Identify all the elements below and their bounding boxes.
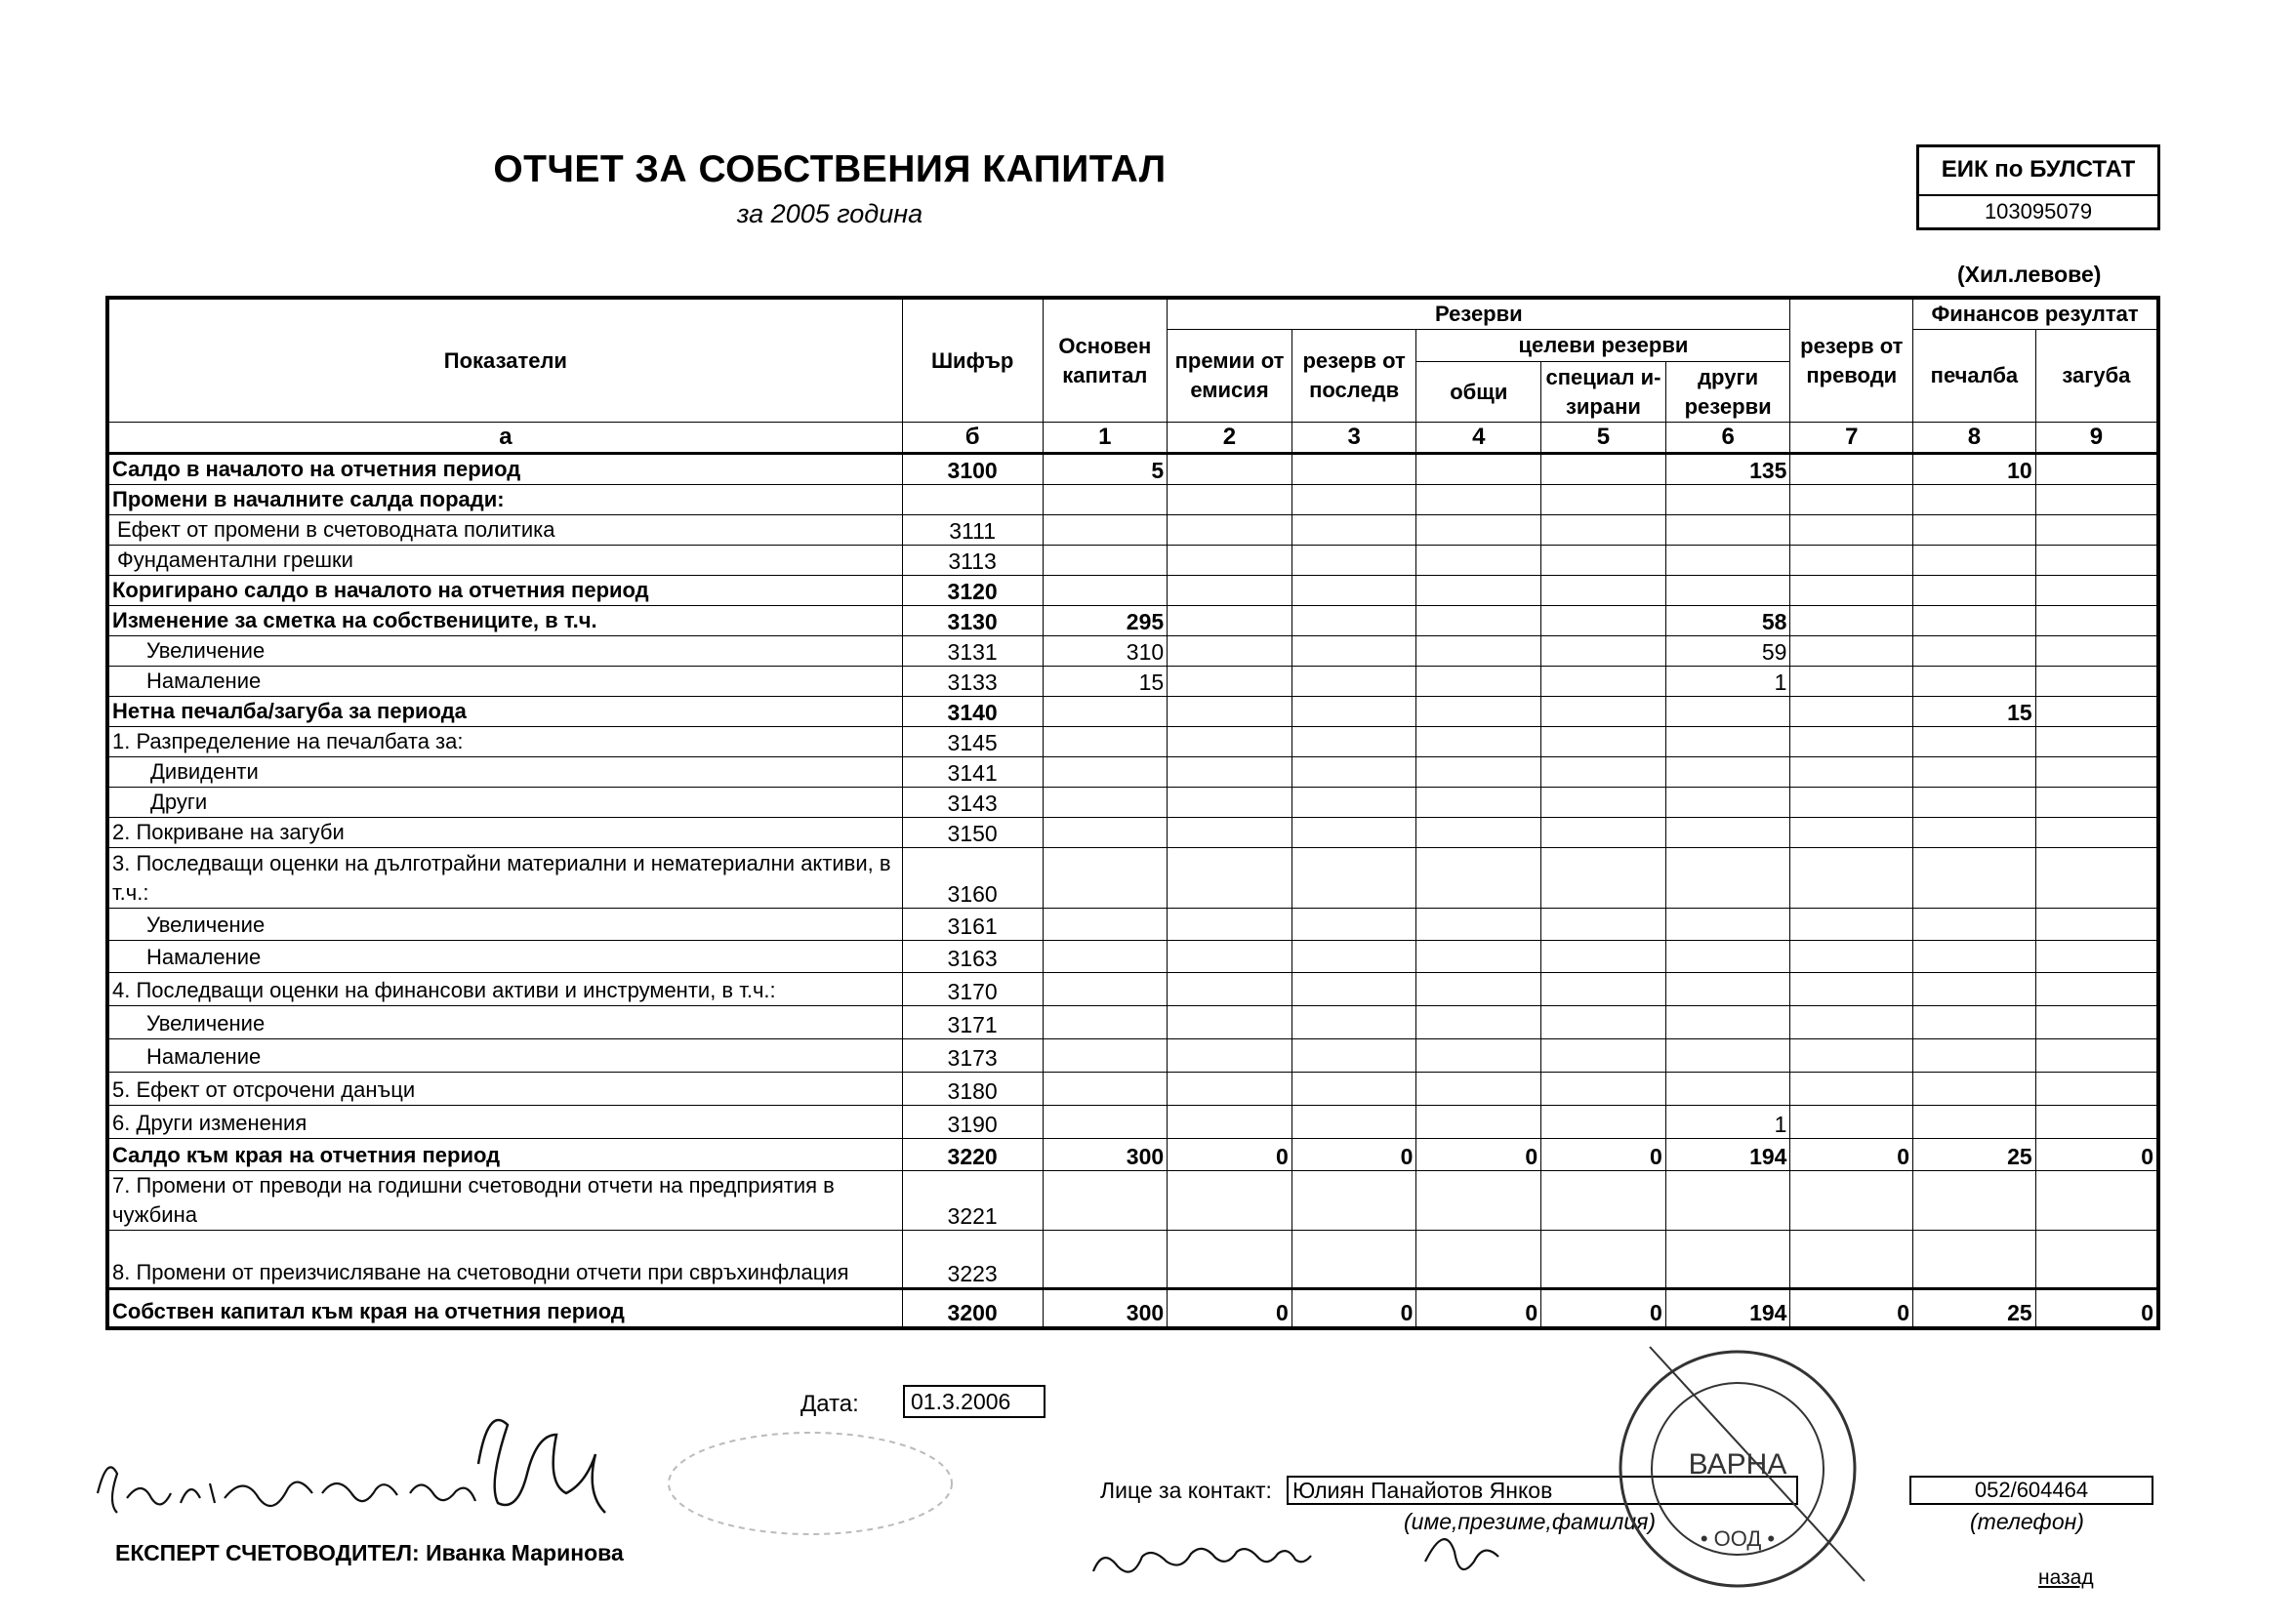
value-cell: 15 [1043, 667, 1168, 697]
value-cell: 300 [1043, 1289, 1168, 1328]
value-cell: 10 [1913, 454, 2036, 485]
row-code: 3200 [902, 1289, 1043, 1328]
row-label: Нетна печалба/загуба за периода [107, 697, 902, 727]
row-label: 5. Ефект от отсрочени данъци [107, 1073, 902, 1106]
index-cell: 2 [1168, 423, 1292, 454]
header-general: общи [1416, 362, 1541, 423]
row-code: 3130 [902, 606, 1043, 636]
row-code: 3111 [902, 515, 1043, 546]
row-label: 7. Промени от преводи на годишни счетоводни отчети на предприятия в чужбина [107, 1171, 902, 1231]
stamp-city: ВАРНА [1688, 1448, 1787, 1481]
row-code: 3161 [902, 909, 1043, 941]
index-cell: 1 [1043, 423, 1168, 454]
row-code: 3170 [902, 973, 1043, 1006]
row-code: 3140 [902, 697, 1043, 727]
value-cell: 58 [1665, 606, 1790, 636]
row-code: 3143 [902, 788, 1043, 818]
header-fin-result: Финансов резултат [1913, 298, 2158, 330]
contact-field: Юлиян Панайотов Янков [1287, 1476, 1798, 1505]
row-label: Дивиденти [107, 757, 902, 788]
row-label: 6. Други изменения [107, 1106, 902, 1139]
index-cell: а [107, 423, 902, 454]
row-code: 3120 [902, 576, 1043, 606]
contact-caption: (име,презиме,фамилия) [1404, 1509, 1657, 1534]
index-cell: 6 [1665, 423, 1790, 454]
row-label: 3. Последващи оценки на дълготрайни материални и нематериални активи, в т.ч.: [107, 848, 902, 909]
report-subtitle: за 2005 година [736, 199, 923, 228]
index-cell: 5 [1541, 423, 1666, 454]
value-cell: 15 [1913, 697, 2036, 727]
value-cell: 25 [1913, 1139, 2036, 1171]
header-loss: загуба [2035, 330, 2158, 423]
row-code: 3221 [902, 1171, 1043, 1231]
value-cell: 25 [1913, 1289, 2036, 1328]
value-cell: 1 [1665, 667, 1790, 697]
signature-contact [1425, 1539, 1498, 1569]
date-label: Дата: [800, 1391, 859, 1417]
row-label: Ефект от промени в счетоводната политика [107, 515, 902, 546]
row-label: 8. Промени от преизчисляване на счетоводни отчети при свръхинфлация [107, 1231, 902, 1289]
row-code: 3133 [902, 667, 1043, 697]
row-code: 3141 [902, 757, 1043, 788]
row-label: Други [107, 788, 902, 818]
header-other: други резерви [1665, 362, 1790, 423]
value-cell: 0 [1416, 1289, 1541, 1328]
value-cell: 300 [1043, 1139, 1168, 1171]
date-field: 01.3.2006 [903, 1385, 1046, 1418]
row-code: 3190 [902, 1106, 1043, 1139]
expert-name: Иванка Маринова [426, 1540, 624, 1565]
value-cell: 194 [1665, 1289, 1790, 1328]
value-cell: 59 [1665, 636, 1790, 667]
signature-expert-handwriting [98, 1467, 475, 1513]
row-label: Коригирано салдо в началото на отчетния период [107, 576, 902, 606]
row-label: Увеличение [107, 909, 902, 941]
value-cell: 0 [1790, 1289, 1913, 1328]
header-premium: премии от емисия [1168, 330, 1292, 423]
row-code: 3131 [902, 636, 1043, 667]
header-capital: Основен капитал [1043, 298, 1168, 423]
row-label: Намаление [107, 1039, 902, 1073]
header-profit: печалба [1913, 330, 2036, 423]
faint-stamp [669, 1433, 952, 1534]
index-cell: 7 [1790, 423, 1913, 454]
row-label: Промени в началните салда поради: [107, 485, 902, 515]
row-label: Увеличение [107, 1006, 902, 1039]
expert-label: ЕКСПЕРТ СЧЕТОВОДИТЕЛ: [115, 1540, 420, 1565]
row-code: 3113 [902, 546, 1043, 576]
row-code: 3163 [902, 941, 1043, 973]
value-cell: 0 [1541, 1289, 1666, 1328]
back-link[interactable]: назад [2038, 1566, 2094, 1589]
value-cell: 0 [1541, 1139, 1666, 1171]
row-label: 1. Разпределение на печалбата за: [107, 727, 902, 757]
index-cell: 3 [1292, 423, 1416, 454]
index-cell: 9 [2035, 423, 2158, 454]
report-title: ОТЧЕТ ЗА СОБСТВЕНИЯ КАПИТАЛ [493, 148, 1167, 190]
header-reserves: Резерви [1168, 298, 1790, 330]
eik-label: ЕИК по БУЛСТАТ [1919, 147, 2157, 196]
row-label: Фундаментални грешки [107, 546, 902, 576]
header-special: специал и-зирани [1541, 362, 1666, 423]
row-code: 3145 [902, 727, 1043, 757]
eik-value: 103095079 [1984, 199, 2093, 223]
contact-label: Лице за контакт: [1100, 1478, 1272, 1503]
value-cell: 1 [1665, 1106, 1790, 1139]
phone-field: 052/604464 [1909, 1476, 2153, 1505]
row-label: Салдо в началото на отчетния период [107, 454, 902, 485]
index-cell: б [902, 423, 1043, 454]
value-cell: 0 [2035, 1289, 2158, 1328]
value-cell: 0 [1416, 1139, 1541, 1171]
row-label: Собствен капитал към края на отчетния период [107, 1289, 902, 1328]
row-code: 3220 [902, 1139, 1043, 1171]
signature-accountant-handwriting [1093, 1549, 1311, 1572]
index-cell: 8 [1913, 423, 2036, 454]
value-cell: 0 [2035, 1139, 2158, 1171]
row-label: Намаление [107, 941, 902, 973]
units-label: (Хил.левове) [1957, 262, 2102, 287]
value-cell: 310 [1043, 636, 1168, 667]
header-code: Шифър [902, 298, 1043, 423]
signature-initials [478, 1420, 605, 1513]
row-label: Изменение за сметка на собствениците, в т.ч. [107, 606, 902, 636]
row-code: 3171 [902, 1006, 1043, 1039]
value-cell: 0 [1168, 1139, 1292, 1171]
row-label: Увеличение [107, 636, 902, 667]
row-label: Салдо към края на отчетния период [107, 1139, 902, 1171]
phone-caption: (телефон) [1970, 1509, 2084, 1534]
value-cell: 0 [1292, 1289, 1416, 1328]
company-stamp [1620, 1347, 1865, 1586]
header-target: целеви резерви [1416, 330, 1790, 362]
row-code: 3160 [902, 848, 1043, 909]
row-label: Намаление [107, 667, 902, 697]
value-cell: 135 [1665, 454, 1790, 485]
stamp-suffix: • ООД • [1700, 1526, 1776, 1551]
row-code: 3180 [902, 1073, 1043, 1106]
index-cell: 4 [1416, 423, 1541, 454]
value-cell: 0 [1292, 1139, 1416, 1171]
header-indicators: Показатели [107, 298, 902, 423]
row-code: 3100 [902, 454, 1043, 485]
row-code: 3173 [902, 1039, 1043, 1073]
value-cell: 5 [1043, 454, 1168, 485]
header-revaluation: резерв от последв [1292, 330, 1416, 423]
value-cell: 0 [1168, 1289, 1292, 1328]
row-code: 3150 [902, 818, 1043, 848]
value-cell: 194 [1665, 1139, 1790, 1171]
value-cell: 295 [1043, 606, 1168, 636]
row-label: 2. Покриване на загуби [107, 818, 902, 848]
row-code: 3223 [902, 1231, 1043, 1289]
row-label: 4. Последващи оценки на финансови активи и инструменти, в т.ч.: [107, 973, 902, 1006]
header-translation: резерв от преводи [1790, 298, 1913, 423]
value-cell: 0 [1790, 1139, 1913, 1171]
